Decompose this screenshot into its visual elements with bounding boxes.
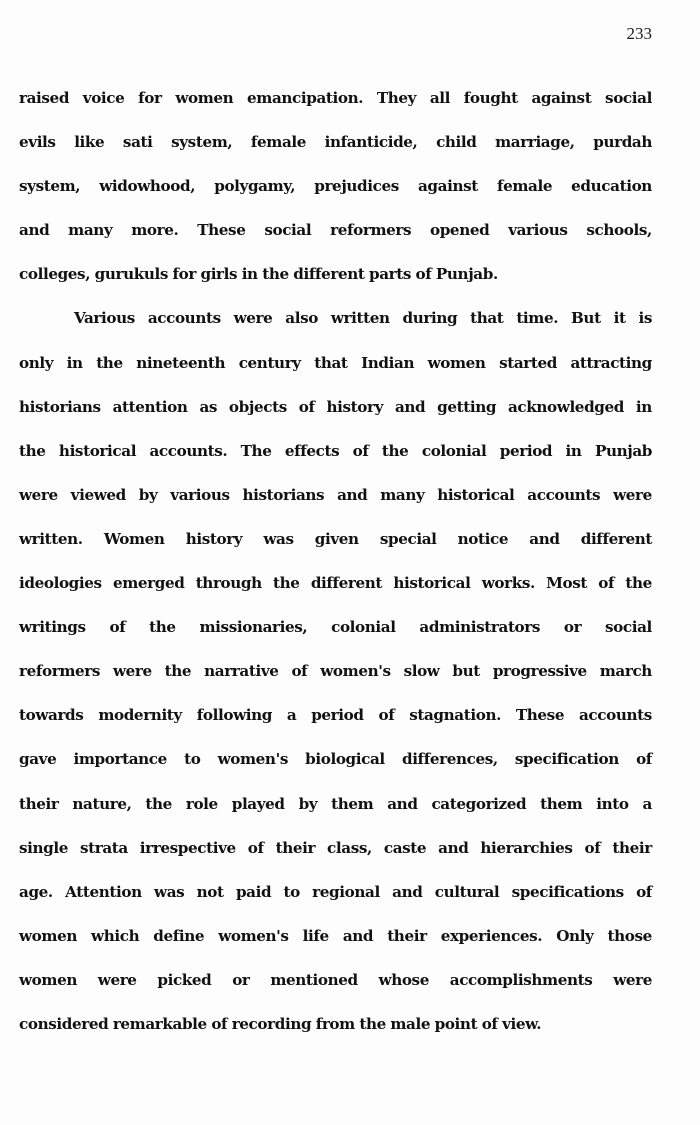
word: specification (514, 750, 619, 769)
text-line (19, 697, 652, 741)
paragraph-1 (19, 80, 652, 300)
word: education (571, 177, 652, 196)
word: attracting (570, 353, 652, 372)
word: were (97, 970, 137, 989)
word: single (19, 838, 69, 857)
word: accounts (147, 309, 221, 328)
word: their (387, 926, 427, 945)
word: Indian (361, 353, 415, 372)
word: polygamy, (214, 177, 296, 196)
word: not (196, 882, 224, 901)
word: for (138, 89, 162, 107)
word: of (109, 618, 126, 637)
text-line (19, 874, 652, 918)
text-line (19, 521, 652, 565)
word: of (291, 662, 308, 681)
word: Attention (65, 882, 142, 901)
word: opened (429, 221, 490, 240)
word: which (91, 926, 140, 945)
word: the (19, 441, 46, 460)
word: categorized (431, 794, 527, 813)
word: the (96, 353, 123, 372)
word: historical (437, 485, 515, 504)
word: hierarchies (480, 838, 573, 857)
word: against (417, 177, 478, 196)
word: from (315, 1014, 355, 1033)
word: administrators (419, 618, 541, 637)
word: in (635, 397, 652, 416)
word: Punjab (594, 441, 652, 460)
word: the (262, 265, 289, 284)
word: stagnation. (409, 706, 501, 725)
word: and (529, 529, 560, 548)
word: girls (200, 265, 238, 284)
word: These (515, 706, 565, 725)
word: century (238, 353, 301, 372)
word: a (642, 794, 652, 813)
text-line (19, 1006, 652, 1050)
word: whose (378, 970, 429, 989)
word: that (314, 353, 348, 372)
word: The (240, 441, 272, 460)
word: experiences. (440, 926, 543, 945)
word: effects (284, 441, 340, 460)
word: the (359, 1014, 386, 1033)
word: specifications (511, 882, 624, 901)
word: the (625, 574, 652, 593)
word: remarkable (112, 1014, 207, 1033)
word: voice (82, 89, 125, 107)
word: social (264, 221, 312, 240)
word: various (170, 485, 230, 504)
word: during (402, 309, 458, 328)
word: all (429, 89, 451, 107)
word: them (331, 794, 374, 813)
word: and (337, 485, 368, 504)
word: progressive (492, 662, 587, 681)
word: the (145, 794, 172, 813)
word: and (392, 882, 423, 901)
word: evils (19, 133, 56, 152)
word: of (584, 838, 601, 857)
word: women's (218, 926, 289, 945)
word: ideologies (19, 574, 102, 593)
word: different (293, 265, 365, 284)
text-line (19, 786, 652, 830)
word: social (605, 618, 652, 637)
text-line (19, 962, 652, 1006)
word: infanticide, (324, 133, 418, 152)
word: special (379, 529, 437, 548)
word: into (596, 794, 629, 813)
word: and (19, 221, 50, 240)
word: of (636, 882, 652, 901)
word: point (434, 1014, 478, 1033)
word: were (233, 309, 273, 328)
word: or (563, 618, 582, 637)
text-line (19, 300, 652, 344)
word: differences, (401, 750, 498, 769)
word: of (481, 1014, 498, 1033)
word: attention (112, 397, 188, 416)
word: nature, (72, 794, 132, 813)
word: writings (19, 618, 86, 637)
word: history (326, 397, 384, 416)
word: historical (393, 574, 471, 593)
word: women (427, 353, 486, 372)
word: age. (19, 882, 53, 901)
word: system, (171, 133, 233, 152)
text-line (19, 565, 652, 609)
word: that (470, 309, 504, 328)
word: and (342, 926, 374, 945)
word: their (19, 794, 59, 813)
word: prejudices (314, 177, 399, 196)
word: as (199, 397, 218, 416)
word: These (197, 221, 246, 240)
word: emerged (112, 574, 185, 593)
word: the (381, 441, 409, 460)
word: those (607, 926, 652, 945)
word: cultural (434, 882, 500, 901)
word: colleges, (19, 265, 91, 284)
word: many (68, 221, 113, 240)
word: them (540, 794, 583, 813)
word: were (613, 970, 652, 989)
word: the (273, 574, 300, 593)
word: women (19, 970, 77, 989)
word: But (571, 309, 601, 328)
word: like (74, 133, 105, 152)
word: in (66, 353, 83, 372)
word: male (390, 1014, 431, 1033)
text-line (19, 345, 652, 389)
word: female (496, 177, 553, 196)
text-line (19, 389, 652, 433)
word: it (613, 309, 626, 328)
word: slow (403, 662, 440, 681)
word: by (138, 485, 158, 504)
document-body (19, 80, 652, 1050)
word: paid (235, 882, 272, 901)
word: female (250, 133, 307, 152)
word: regional (312, 882, 380, 901)
word: viewed (70, 485, 126, 504)
word: They (376, 89, 417, 107)
word: social (605, 89, 652, 107)
word: against (531, 89, 592, 107)
word: was (154, 882, 185, 901)
word: fought (463, 89, 518, 107)
word: marriage, (495, 133, 575, 152)
paragraph-2 (19, 300, 652, 1050)
word: objects (228, 397, 287, 416)
word: Most (546, 574, 588, 593)
word: historians (242, 485, 325, 504)
word: and (387, 794, 418, 813)
word: different (310, 574, 383, 593)
word: women (175, 89, 234, 107)
word: time. (516, 309, 559, 328)
word: acknowledged (507, 397, 624, 416)
word: in (565, 441, 582, 460)
word: for (172, 265, 196, 284)
word: Women (103, 529, 165, 548)
word: more. (131, 221, 179, 240)
word: works. (481, 574, 535, 593)
word: also (285, 309, 318, 328)
word: view. (502, 1014, 542, 1033)
word: colonial (331, 618, 396, 637)
word: various (508, 221, 568, 240)
word: were (19, 485, 58, 504)
word: their (275, 838, 316, 857)
word: gave (19, 750, 57, 769)
word: started (499, 353, 557, 372)
word: of (298, 397, 315, 416)
word: of (211, 1014, 228, 1033)
word: accounts. (149, 441, 228, 460)
word: caste (383, 838, 427, 857)
word: reformers (19, 662, 101, 681)
word: period (311, 706, 364, 725)
word: many (380, 485, 425, 504)
word: of (352, 441, 369, 460)
word: only (19, 353, 54, 372)
word: modernity (98, 706, 182, 725)
word: of (247, 838, 264, 857)
word: were (112, 662, 152, 681)
word: strata (79, 838, 128, 857)
word: or (232, 970, 250, 989)
word: written. (19, 529, 83, 548)
word: was (263, 529, 294, 548)
word: through (195, 574, 262, 593)
word: history (185, 529, 243, 548)
word: widowhood, (99, 177, 196, 196)
word: historians (19, 397, 101, 416)
word: getting (437, 397, 497, 416)
word: and (394, 397, 426, 416)
text-line (19, 653, 652, 697)
text-line (19, 918, 652, 962)
word: is (638, 309, 652, 328)
word: their (612, 838, 652, 857)
word: but (452, 662, 480, 681)
word: reformers (330, 221, 412, 240)
word: considered (19, 1014, 109, 1033)
word: mentioned (270, 970, 358, 989)
word: life (302, 926, 329, 945)
word: Only (556, 926, 594, 945)
word: the (164, 662, 192, 681)
word: by (298, 794, 318, 813)
text-line (19, 830, 652, 874)
word: in (241, 265, 258, 284)
word: gurukuls (94, 265, 168, 284)
word: women's (320, 662, 391, 681)
word: Various (74, 309, 135, 328)
word: the (149, 618, 176, 637)
text-line (19, 256, 652, 300)
word: a (286, 706, 297, 725)
word: notice (457, 529, 509, 548)
word: march (599, 662, 652, 681)
word: and (438, 838, 469, 857)
text-line (19, 609, 652, 653)
word: schools, (586, 221, 652, 240)
word: given (314, 529, 359, 548)
word: played (231, 794, 285, 813)
word: recording (231, 1014, 312, 1033)
word: following (196, 706, 272, 725)
word: accomplishments (449, 970, 593, 989)
word: colonial (421, 441, 487, 460)
word: of (415, 265, 432, 284)
word: importance (73, 750, 167, 769)
word: historical (58, 441, 137, 460)
word: child (436, 133, 477, 152)
word: raised (19, 89, 70, 107)
word: nineteenth (136, 353, 226, 372)
word: were (613, 485, 652, 504)
word: system, (19, 177, 81, 196)
word: define (153, 926, 205, 945)
text-line (19, 80, 652, 124)
text-line (19, 124, 652, 168)
word: role (185, 794, 218, 813)
word: emancipation. (247, 89, 364, 107)
word: different (580, 529, 652, 548)
page-number: 233 (626, 24, 652, 43)
text-line (19, 741, 652, 785)
word: towards (19, 706, 84, 725)
word: of (598, 574, 615, 593)
text-line (19, 433, 652, 477)
text-line (19, 168, 652, 212)
word: accounts (527, 485, 601, 504)
word: to (283, 882, 300, 901)
word: missionaries, (199, 618, 308, 637)
word: parts (368, 265, 412, 284)
word: biological (305, 750, 385, 769)
text-line (19, 212, 652, 256)
word: women's (217, 750, 288, 769)
word: written (330, 309, 390, 328)
word: women (19, 926, 77, 945)
word: purdah (593, 133, 652, 152)
word: Punjab. (435, 265, 498, 284)
word: irrespective (139, 838, 236, 857)
word: of (636, 750, 652, 769)
word: narrative (204, 662, 279, 681)
word: to (184, 750, 201, 769)
text-line (19, 477, 652, 521)
word: sati (122, 133, 153, 152)
word: class, (327, 838, 372, 857)
word: period (499, 441, 553, 460)
word: picked (157, 970, 212, 989)
word: of (378, 706, 395, 725)
word: accounts (578, 706, 652, 725)
